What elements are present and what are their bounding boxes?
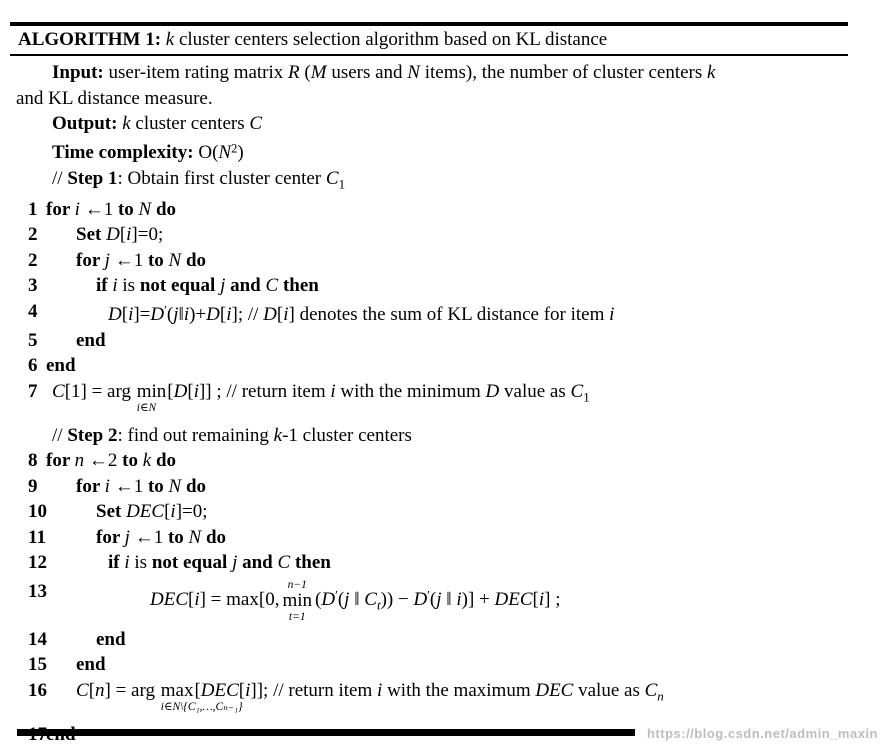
text-segment: C [644,679,658,701]
text-segment: i [170,501,176,523]
text-segment: ]]; // return item [250,679,378,701]
text-segment: DEC [150,589,188,611]
text-segment: k [122,113,131,134]
text-segment: D [485,380,500,402]
text-segment: [ [167,380,174,402]
text-segment: R [288,62,300,83]
text-segment: )] + [461,589,495,611]
line-number: 1 [28,198,38,220]
algorithm-line-8 [0,448,880,474]
text-segment: k [273,424,283,446]
text-segment: C [325,167,339,189]
text-segment: )) − [380,589,414,611]
text-segment: i [609,304,615,326]
text-segment: users and [326,62,408,83]
text-segment: ] denotes the sum of KL distance for item [288,304,610,326]
text-segment: ←1 [109,249,148,271]
text-segment: k [165,29,175,50]
text-segment: then [278,275,319,297]
text-segment: DEC [126,501,165,523]
text-segment: i [193,380,199,402]
algorithm-text-line [0,86,880,112]
text-segment: D [413,589,428,611]
text-segment: [ [88,679,96,701]
text-segment: // [52,167,68,189]
text-segment: do [201,526,227,548]
line-number: 15 [28,654,47,676]
algorithm-line-15 [0,652,880,678]
text-segment: 2 [231,141,238,156]
line-content [76,679,664,714]
line-content [96,629,126,650]
line-number: 11 [28,526,46,548]
text-segment: do [151,198,177,220]
text-segment: value as [573,679,645,701]
text-segment: O( [193,142,219,164]
text-segment: to [117,198,139,220]
algorithm-text-line [0,423,880,449]
operator-lower-limit: i∈N [136,402,157,415]
text-segment: M [310,62,327,83]
text-segment: ] = max[0, [199,589,280,611]
text-segment: j [104,249,110,271]
algorithm-line-3 [0,273,880,299]
line-number: 3 [28,275,38,297]
text-segment: C [76,679,89,701]
line-content [76,654,106,675]
text-segment: i [104,475,110,497]
algorithm-line-2 [0,248,880,274]
line-content [52,62,715,83]
text-segment: D [108,304,122,326]
text-segment: i [183,304,190,326]
text-segment: N [168,249,182,271]
text-segment: C [277,552,291,574]
text-segment: to [147,475,169,497]
text-segment: C [52,380,65,402]
text-segment: ‖ [178,304,184,326]
text-segment: D [106,224,120,246]
text-segment: ′ [164,303,167,318]
text-segment: j [436,589,442,611]
text-segment: ←2 [84,450,123,472]
text-segment: ‖ [349,589,365,611]
text-segment: Set [96,501,127,523]
line-content [46,355,76,376]
line-content [108,304,614,325]
text-segment: // [52,424,68,446]
algorithm-text-line [0,111,880,137]
text-segment: and [225,275,266,297]
algorithm-line-5 [0,328,880,354]
text-segment: N [188,526,202,548]
text-segment: Step 2 [67,424,118,446]
text-segment: ]=0; [131,224,164,246]
text-segment: is [117,275,140,297]
line-number: 7 [28,380,38,402]
text-segment: for [46,198,75,220]
text-segment: ( [429,589,437,611]
text-segment: j [344,589,350,611]
text-segment: D [321,589,336,611]
text-segment: k [707,62,716,83]
text-segment: DEC [494,589,533,611]
text-segment: [ [532,589,539,611]
text-segment: [ [194,679,201,701]
text-segment: [ [219,304,227,326]
text-segment: [ [187,380,194,402]
line-number: 12 [28,552,47,574]
text-segment: i [112,275,118,297]
text-segment: t [376,597,381,613]
text-segment: end [46,355,76,377]
text-segment: C [570,380,584,402]
algorithm-text-line [0,60,880,86]
line-number: 13 [28,580,47,602]
operator-lower-limit: i∈N\{C₁,…,Cₙ₋₁} [160,701,243,714]
text-segment: n [95,679,105,701]
line-content [46,450,176,471]
algorithm-line-14 [0,627,880,653]
line-content [76,330,106,351]
text-segment: i [245,679,251,701]
text-segment: k [142,450,152,472]
text-segment: N [138,198,152,220]
line-content [52,113,262,134]
text-segment: cluster centers selection algorithm based on KL distance [174,29,608,50]
text-segment: if [108,552,125,574]
algorithm-line-2 [0,222,880,248]
text-segment: i [330,380,336,402]
text-segment: i [74,198,80,220]
text-segment: i [124,552,130,574]
text-segment: ]= [133,304,151,326]
text-segment: items), the number of cluster centers [419,62,707,83]
text-segment: i [456,589,462,611]
text-segment: end [76,654,106,676]
operator-name: min [136,380,167,402]
text-segment: if [96,275,113,297]
text-segment: ]; // [231,304,264,326]
algorithm-line-9 [0,474,880,500]
text-segment: ] = arg [104,679,160,701]
text-segment: ′ [335,588,338,603]
text-segment: : find out remaining [117,424,274,446]
algorithm-title [18,29,607,51]
text-segment: do [181,249,207,271]
text-segment: Set [76,224,107,246]
text-segment: [ [276,304,284,326]
text-segment: Output: [52,113,118,134]
line-content [150,578,561,623]
text-segment: C [364,589,377,611]
algorithm-line-1 [0,197,880,223]
operator-lower-limit: t=1 [288,610,306,623]
text-segment: and KL distance measure. [16,87,213,109]
algorithm-line-4 [0,299,880,328]
text-segment: for [76,249,105,271]
text-segment: n [74,450,85,472]
text-segment: value as [499,380,571,402]
text-segment: ]] ; // return item [198,380,331,402]
text-segment: ←1 [109,475,148,497]
text-segment: -1 cluster centers [282,424,412,446]
algorithm-line-16 [0,678,880,722]
text-segment: ) [237,142,244,164]
text-segment: i [226,304,232,326]
algorithm-text-line [0,137,880,166]
operator-upper-limit: n−1 [287,578,307,591]
text-segment: n [657,688,664,704]
line-content [16,88,213,109]
math-operator-min [282,579,312,623]
text-segment: and [237,552,278,574]
watermark-text: https://blog.csdn.net/admin_maxin [646,726,878,741]
line-number: 2 [28,224,38,246]
algorithm-line-12 [0,550,880,576]
text-segment: ( [166,304,174,326]
algorithm-body [0,60,880,747]
line-content [96,527,226,548]
line-content [52,380,590,415]
text-segment: with the maximum [382,679,536,701]
line-content [52,425,412,446]
text-segment: N [168,475,182,497]
text-segment: to [147,249,169,271]
operator-name: min [282,589,313,611]
text-segment: to [167,526,189,548]
bottom-rule [17,729,635,736]
text-segment: Step 1 [67,167,118,189]
text-segment: )+ [189,304,207,326]
text-segment: ( [315,589,322,611]
text-segment: not equal [151,552,233,574]
text-segment: ] ; [544,589,561,611]
algorithm-line-11 [0,525,880,551]
text-segment: j [173,304,179,326]
text-segment: i [194,589,200,611]
math-operator-min [136,379,167,415]
text-segment: [1] = arg [64,380,136,402]
text-segment: DEC [200,679,239,701]
line-number: 9 [28,475,38,497]
algorithm-text-line [0,166,880,197]
text-segment: [ [188,589,195,611]
text-segment: ( [337,589,345,611]
text-segment: for [96,526,125,548]
line-content [52,142,244,163]
line-number: 8 [28,450,38,472]
text-segment: then [290,552,331,574]
text-segment: DEC [535,679,574,701]
algorithm-line-13 [0,576,880,627]
text-segment: for [76,475,105,497]
operator-name: max [160,679,194,701]
top-rule [10,22,848,26]
line-content [96,501,208,522]
line-content [76,476,206,497]
text-segment: D [150,304,165,326]
line-number: 4 [28,300,38,322]
text-segment: i [128,304,134,326]
algorithm-line-10 [0,499,880,525]
text-segment: end [96,628,126,650]
line-number: 14 [28,628,47,650]
algorithm-line-7 [0,379,880,423]
text-segment: ( [299,62,311,83]
line-number: 2 [28,249,38,271]
text-segment: N [218,142,232,164]
text-segment: for [46,450,75,472]
text-segment: 1 [338,176,346,192]
line-content [108,552,331,573]
text-segment: do [181,475,207,497]
text-segment: [ [164,501,171,523]
text-segment: do [151,450,177,472]
text-segment: Time complexity: [52,142,194,164]
text-segment: [ [121,304,129,326]
line-number: 16 [28,679,47,701]
line-content [96,275,319,296]
text-segment: not equal [139,275,221,297]
text-segment: C [249,113,263,134]
line-content [76,250,206,271]
text-segment: Input: [52,62,104,83]
text-segment: N [407,62,420,83]
text-segment: cluster centers [130,113,250,134]
text-segment: to [122,450,143,472]
text-segment: i [377,679,383,701]
text-segment: 1 [583,389,590,405]
line-content [46,199,176,220]
text-segment: ALGORITHM 1: [18,29,166,50]
text-segment: is [129,552,152,574]
algorithm-line-6 [0,353,880,379]
text-segment: with the minimum [335,380,486,402]
text-segment: i [538,589,545,611]
line-content [52,167,346,192]
text-segment: D [206,304,220,326]
text-segment: C [265,275,279,297]
text-segment: D [173,380,188,402]
text-segment: [ [119,224,127,246]
line-number: 10 [28,501,47,523]
text-segment: ‖ [441,589,457,611]
text-segment: user-item rating matrix [103,62,289,83]
text-segment: end [76,329,106,351]
line-number: 6 [28,355,38,377]
line-content [76,224,163,245]
text-segment: j [232,552,238,574]
text-segment: i [126,224,132,246]
text-segment: D [263,304,277,326]
text-segment: ′ [427,588,430,603]
text-segment: j [124,526,130,548]
text-segment: i [283,304,289,326]
text-segment: ←1 [79,198,118,220]
line-number: 5 [28,329,38,351]
text-segment: ]=0; [175,501,208,523]
text-segment: [ [238,679,246,701]
text-segment: j [220,275,226,297]
text-segment: ←1 [129,526,168,548]
text-segment: : Obtain first cluster center [117,167,326,189]
title-divider-rule [10,54,848,56]
